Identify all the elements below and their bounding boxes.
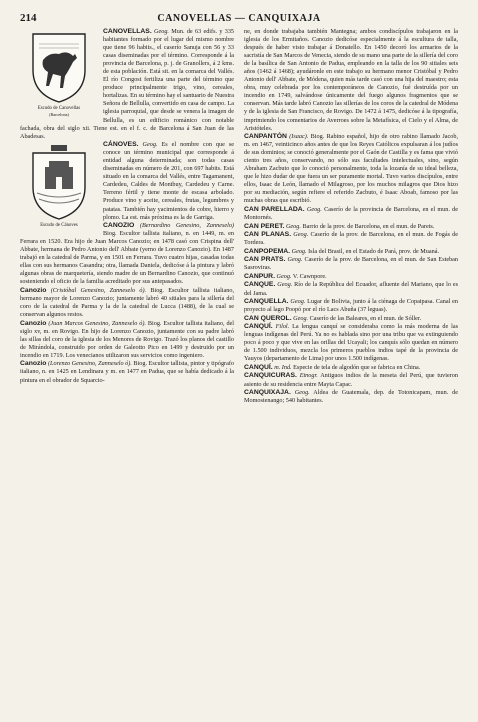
entry-headword: CANPANTÓN (244, 133, 287, 141)
entry-headword: CANQUÍ. (244, 323, 273, 331)
entry-text: Río de la República del Ecuador, afluente del Mariano, que lo es del Jama. (244, 281, 458, 297)
left-column (20, 28, 234, 712)
dictionary-entry (244, 133, 458, 205)
entry-label: Geog. (277, 281, 293, 289)
running-title: CANOVELLAS — CANQUIXAJA (157, 12, 321, 24)
entry-text: Barrio de la prov. de Barcelona, en el mun. de Parets. (302, 222, 435, 230)
entry-text: Mun. de 63 edifs. y 335 habitantes formado por el lugar del mismo nombre que tiene 96 habits., el caserío Sanuja con 56 y 33 casas diseminadas por el término. Corresponde á la provincia de Barcelona, p. j. de Granollers, á 2 kms. de esta población. Está sit. en la comarca del Vallés. El río Congost fertiliza una parte del término que produce principalmente trigo, vino, cereales, hortalizas. En su término hay el santuario de Nuestra Señora de Bellulla, convertido en casa de campo. La iglesia parroquial, que desde se venera la imagen de Bellulla, es un edificio románico con notable fachada, obra del siglo xii. Tiene est. en el f. c. de Barcelona á San Juan de las Abadesas. (20, 28, 234, 140)
dictionary-entry (20, 320, 234, 360)
entry-headword: CANQUIXAJA. (244, 389, 291, 397)
dictionary-entry (20, 222, 234, 286)
entry-headword: CANPUR. (244, 272, 275, 280)
dictionary-entry (244, 389, 458, 405)
dictionary-entry (244, 28, 458, 133)
entry-label: Geog. (285, 222, 301, 230)
entry-text: Biog. Rabino español, hijo de otro rabino llamado Jacob, m. en 1467, veinticinco años antes de que los Reyes Católicos expulsaran á los judíos de sus dominios; se conoció generalmente por el Gaón de Castilla y es fama que vivió ciento tres años, conservando, no sólo sus facultades intelectuales, sino, según Abraham Zacbuto que lo conoció personalmente, toda la lozanía de su ideal belleza, que le hizo dudar de que fuera un ser puramente mortal. Tuvo varios discípulos, entre ellos, Isaac de León, llamado el Milagroso, por los muchos milagros que Dios hizo por su mediación, según refiere el referido Zacbuto, é Isaac Aboab, famoso por las muchas obras que escribió. (244, 133, 458, 205)
dictionary-entry (244, 256, 458, 272)
entry-text: Biog. Escultor tallista, pintor y tipógrafo italiano, n. en 1425 en Lendinara y m. en 1477 en Padua, que se había dedicado á la pintura en el obrador de Squarcio- (20, 360, 234, 384)
coat-of-arms-canovellas (20, 30, 98, 117)
dictionary-entry (244, 273, 458, 281)
entry-text: ne, en donde trabajaba también Mantegna; ambos condiscípulos trabajaron en la iglesia de los Ermitaños. Canozio dedicóse especialmente á la escultura de talla, después de haber visto trabajar á Donatello. En 1450 decoró los armarios de la sacristía de San Marcos de Venecia, siendo de su mano una parte de la sillería del coro de la basílica de San Antonio de Padua, empleando en la talla de los 90 sitiales seis años (1462 á 1468); ayudáronle en este trabajo su hermano menor Cristóbal y Pedro Antonio dell' Abbate, de Módena, quien más tarde casó con una hija del maestro; esta obra, muy celebrada por los contemporáneos de Canozio, fué destruída por un incendio en 1749, salvándose únicamente del fuego algunos fragmentos que se conservan. Más tarde labró Canozio las sillerías de los coros de la catedral de Módena y de la iglesia de San Francisco, de Rovigo. De 1472 á 1475, dedicóse á la tipografía, imprimiendo los comentarios de Averroes sobre la Metafísica, el Cielo y el Alma, de Aristóteles. (244, 28, 458, 132)
entry-label: Geog. (306, 206, 322, 214)
page-header (20, 10, 458, 26)
dictionary-entry (20, 360, 234, 384)
entry-text: V. Cawnpore. (292, 272, 327, 280)
entry-text: Lugar de Bolivia, junto á la ciénaga de Copaipasa. Canal en proyecto al lago Poopó por el río Lacs Abuña (37 leguas). (244, 298, 458, 314)
entry-headword: CANQUICURAS. (244, 372, 297, 380)
entry-label: Geog. (293, 231, 309, 239)
dictionary-entry (20, 287, 234, 319)
entry-label: Geog. (287, 256, 303, 264)
dictionary-entry (244, 323, 458, 363)
entry-text: La lengua canquí se consideraba como la más moderna de las lenguas indígenas del Perú. Ya no es hablada sino por una tribu que va extinguiendo poco á poco y que vive en las orillas del Ucayali; los canquís sólo quedan en número de 1.500 individuos, mezcla los primeros pueblos indios tapé de la provincia de Yauyos (departamento de Lima) por unos 1.500 indígenas. (244, 323, 458, 363)
figure-caption: Escudo de Cánoves (40, 223, 78, 229)
entry-label: Geog. (290, 298, 306, 306)
dictionary-entry (244, 223, 458, 231)
figure-caption: Escudo de Canovellas (37, 106, 81, 111)
entry-label: (Isaac). (289, 133, 309, 141)
entry-text: Caserío de la prov. de Barcelona, en el mun. de Fogás de Tordera. (244, 231, 458, 247)
entry-label: m. Ind. (274, 363, 292, 371)
entry-headword: CAN PARELLADA. (244, 206, 305, 214)
entry-headword: CANQUE. (244, 281, 276, 289)
entry-headword: CAN PERET. (244, 222, 285, 230)
entry-label: (Cristóbal Genesino, Zanneselo ó). (50, 287, 147, 294)
dictionary-entry (244, 372, 458, 388)
coat-of-arms-canoves (20, 143, 98, 229)
entry-label: Filol. (275, 323, 290, 331)
entry-text: Especie de tela de algodón que se fabrica en China. (293, 363, 421, 371)
entry-text: Es el nombre con que se conoce un término municipal que corresponde á entidad alguna determinada; son todas casas diseminadas en número de 201, con 697 habits. Está situado en la comarca del Vallés, entre Tagamanent, Cardedeu, Caldes de Montbuy, Cardedeu y Carne. Terreno fértil y tiene monte de escasa arbolado. Produce vino y aceite, cereales, frutas, legumbres y patatas. También hay yacimientos de cobre, hierro y plomo. La est. más próxima es la de Garriga. (103, 141, 234, 221)
dictionary-entry (244, 281, 458, 297)
dictionary-entry (244, 231, 458, 247)
entry-text: Antiguos indios de la meseta del Perú, que tuvieron asiento de su residencia entre Mayta Capac. (244, 372, 458, 388)
entry-text: Caserío de la prov. de Barcelona, en el mun. de San Esteban Sasroviras. (244, 256, 458, 272)
entry-headword: CÁNOVES. (103, 141, 139, 149)
entry-headword: Canozio (20, 319, 47, 327)
entry-label: Geog. (291, 247, 307, 255)
entry-label: (Lorenzo Genesino, Zanneselo ó). (48, 360, 132, 368)
entry-headword: CAN PLANAS. (244, 231, 292, 239)
entry-headword: CANQUELLA. (244, 298, 289, 306)
entry-text: Caserío de la provincia de Barcelona, en el mun. de Montornés. (244, 206, 458, 222)
page-number: 214 (20, 12, 37, 24)
right-column (244, 28, 458, 712)
shield-dog-icon (29, 30, 89, 106)
entry-headword: Canozio (20, 287, 47, 294)
entry-headword: CAN PRATS. (244, 256, 286, 264)
entry-text: Biog. Escultor tallista italiano, n. en 1449, m. en Ferrara en 1520. Era hijo de Juan Marcos Canozio; en 1478 casó con Crispina dell' Abbate, hermana de Pedro Antonio dell' Abbate (yerno de Lorenzo Canozio). En 1487 trabajó en la catedral de Parma, y en 1501 en Ferrara. Tuvo cuatro hijas, casadas todas ellas con sus hermanos Casandra; otra, llamada Daniela, dedicóse á la pintura y labró algunas obras de marquetería, siendo madre de un Bernardino Canozio, que continuó sosteniendo el oficio de la familia acreditado por sus antepasados. (20, 230, 234, 286)
dictionary-entry (244, 206, 458, 222)
entry-label: Geog. (276, 272, 292, 280)
dictionary-entry (244, 315, 458, 323)
entry-text: Aldea de Guatemala, dep. de Totonicapam, mun. de Momostenango; 540 habitantes. (244, 389, 458, 405)
entry-headword: CAN QUEROL. (244, 314, 292, 322)
entry-text: Biog. Escultor tallista italiano, hermano mayor de Lorenzo Canozio; juntamente labró 40 sitiales para la sillería del coro de la catedral de Parma y la de la catedral de Lucca (1488), de la cual se conservan algunos restos. (20, 287, 234, 319)
dictionary-entry (244, 364, 458, 372)
dictionary-entry (244, 298, 458, 314)
entry-text: Caserío de las Baleares, en el mun. de Sóller. (309, 314, 422, 322)
entry-headword: Canozio (20, 360, 47, 368)
entry-label: Etnogr. (299, 372, 318, 380)
entry-label: Geog. (293, 314, 309, 322)
shield-castle-icon (29, 143, 89, 223)
entry-label: (Bernardino Genesino, Zanneselo) (139, 222, 234, 230)
figure-subcaption: (Barcelona) (49, 111, 69, 117)
entry-label: Geog. (154, 28, 169, 35)
entry-headword: CANOVELLAS. (103, 28, 152, 35)
entry-label: (Juan Marcos Genesino, Zanneselo ó). (48, 319, 146, 327)
entry-headword: CANPOPEMA. (244, 247, 291, 255)
dictionary-entry (244, 248, 458, 256)
entry-label: Geog. (142, 141, 158, 149)
entry-label: Geog. (294, 389, 310, 397)
entry-headword: CANQUÍ. (244, 363, 273, 371)
entry-text: Biog. Escultor tallista italiano, del siglo xv, m. en Rovigo. En hijo de Lorenzo Canozio, juntamente con su padre labró las sillas del coro de la iglesia de los Menores de Rovigo. Trazó los planos del castillo de Mirándola, construido por orden de Galeotto Pico en 1499 y destruido por un incendio en 1719. Los venecianos utilizaron sus servicios como ingeniero. (20, 319, 234, 359)
entry-headword: CANOZIO (103, 222, 135, 230)
entry-text: Isla del Brasil, en el Estado de Pará, prov. de Muaná. (308, 247, 439, 255)
